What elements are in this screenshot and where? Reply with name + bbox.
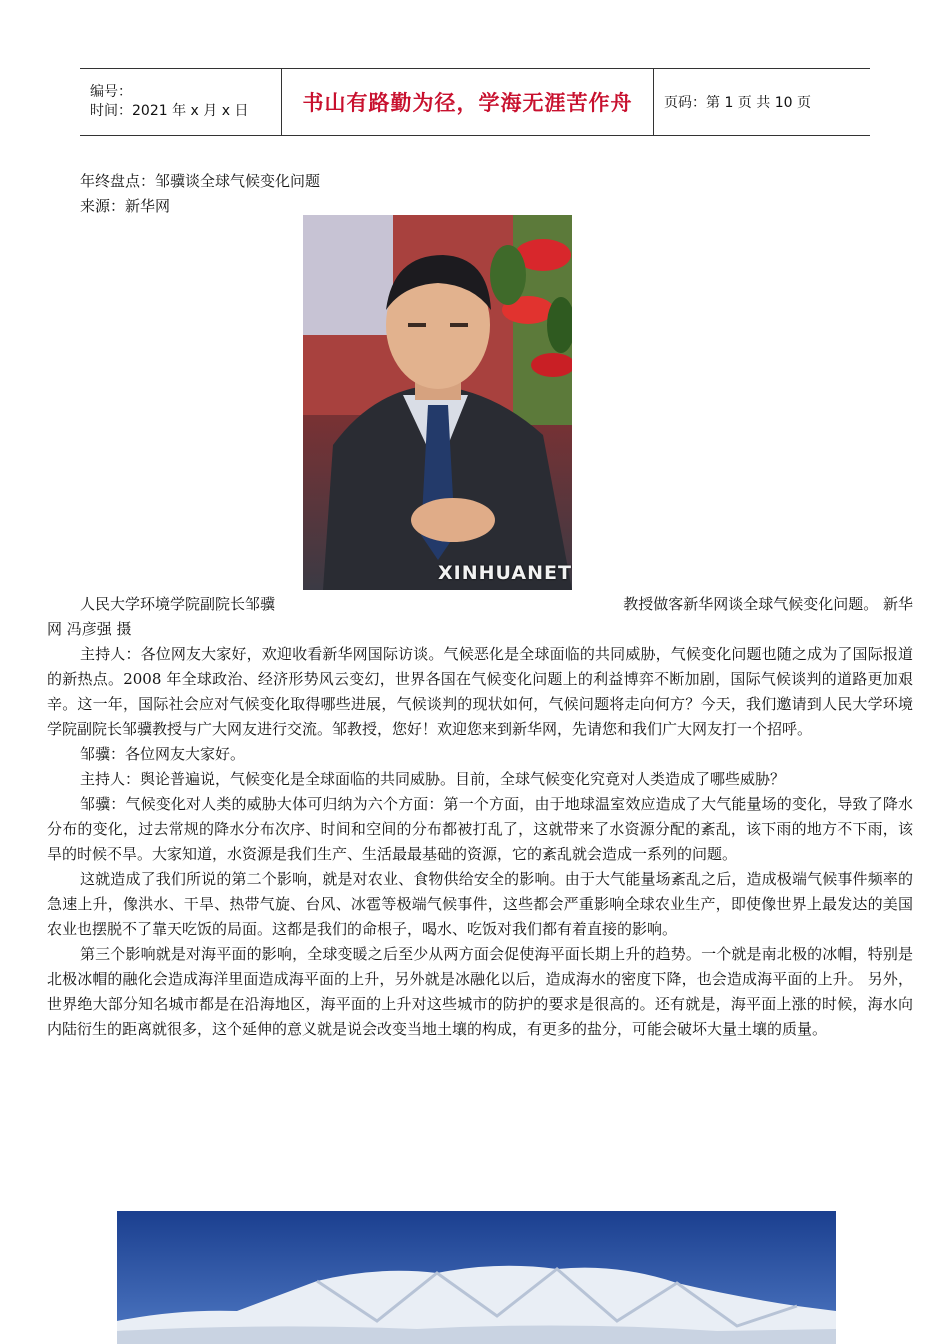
- paragraph: 主持人：各位网友大家好，欢迎收看新华网国际访谈。气候恶化是全球面临的共同威胁，气候变化问题也随之成为了国际报道的新热点。2008 年全球政治、经济形势风云变幻，世界各国在气候变化问题上的利益博弈不断加剧，国际气候谈判的道路更加艰辛。这一年，国际社会应对气候变化取得哪些进展，气候谈判的现状如何，气候问题将走向何方？今天，我们邀请到人民大学环境学院副院长邹骥教授与广大网友进行交流。邹教授，您好！欢迎您来到新华网，先请您和我们广大网友打一个招呼。: [47, 645, 913, 738]
- article-title: 年终盘点：邹骥谈全球气候变化问题: [80, 172, 321, 190]
- portrait-illustration: [303, 215, 572, 590]
- paragraph: 邹骥：各位网友大家好。: [80, 745, 246, 763]
- caption-credit: 网 冯彦强 摄: [47, 620, 132, 638]
- caption-right: 教授做客新华网谈全球气候变化问题。 新华: [623, 595, 913, 613]
- paragraph: 第三个影响就是对海平面的影响，全球变暖之后至少从两方面会促使海平面长期上升的趋势。一个就是南北极的冰帽，特别是北极冰帽的融化会造成海洋里面造成海平面的上升，另外就是冰融化以后，造成海水的密度下降，也会造成海平面的上升。 另外，世界绝大部分知名城市都是在沿海地区，海平面的上升对这些城市的防护的要求是很高的。还有就是，海平面上涨的时候，海水向内陆衍生的距离就很多，这个延伸的意义就是说会改变当地土壤的构成，有更多的盐分，可能会破坏大量土壤的质量。: [47, 945, 913, 1038]
- page-header: [80, 68, 870, 136]
- header-motto: 书山有路勤为径，学海无涯苦作舟: [282, 69, 654, 135]
- article-body: [47, 592, 913, 1042]
- paragraph: 邹骥：气候变化对人类的威胁大体可归纳为六个方面：第一个方面，由于地球温室效应造成了大气能量场的变化，导致了降水分布的变化，过去常规的降水分布次序、时间和空间的分布都被打乱了，这就带来了水资源分配的紊乱，该下雨的地方不下雨，该旱的时候不旱。大家知道，水资源是我们生产、生活最最基础的资源，它的紊乱就会造成一系列的问题。: [47, 795, 913, 863]
- portrait-photo: [303, 215, 572, 590]
- article-source: 来源：新华网: [80, 197, 171, 215]
- photo-watermark: XINHUANET: [438, 562, 572, 584]
- photo-caption: [47, 592, 913, 617]
- time-label: 时间：2021 年 x 月 x 日: [90, 103, 249, 119]
- page-info: 页码：第 1 页 共 10 页: [664, 95, 811, 111]
- glacier-illustration: [117, 1211, 836, 1344]
- paragraph: 主持人：舆论普遍说，气候变化是全球面临的共同威胁。目前，全球气候变化究竟对人类造成了哪些威胁？: [80, 770, 786, 788]
- glacier-photo: [117, 1211, 836, 1344]
- caption-left: 人民大学环境学院副院长邹骥: [80, 595, 276, 613]
- header-meta: [80, 69, 282, 135]
- paragraph: 这就造成了我们所说的第二个影响，就是对农业、食物供给安全的影响。由于大气能量场紊乱之后，造成极端气候事件频率的急速上升，像洪水、干旱、热带气旋、台风、冰雹等极端气候事件，这些都会严重影响全球农业生产，即使像世界上最发达的美国农业也摆脱不了靠天吃饭的局面。这都是我们的命根子，喝水、吃饭对我们都有着直接的影响。: [47, 870, 913, 938]
- number-label: 编号：: [90, 84, 132, 100]
